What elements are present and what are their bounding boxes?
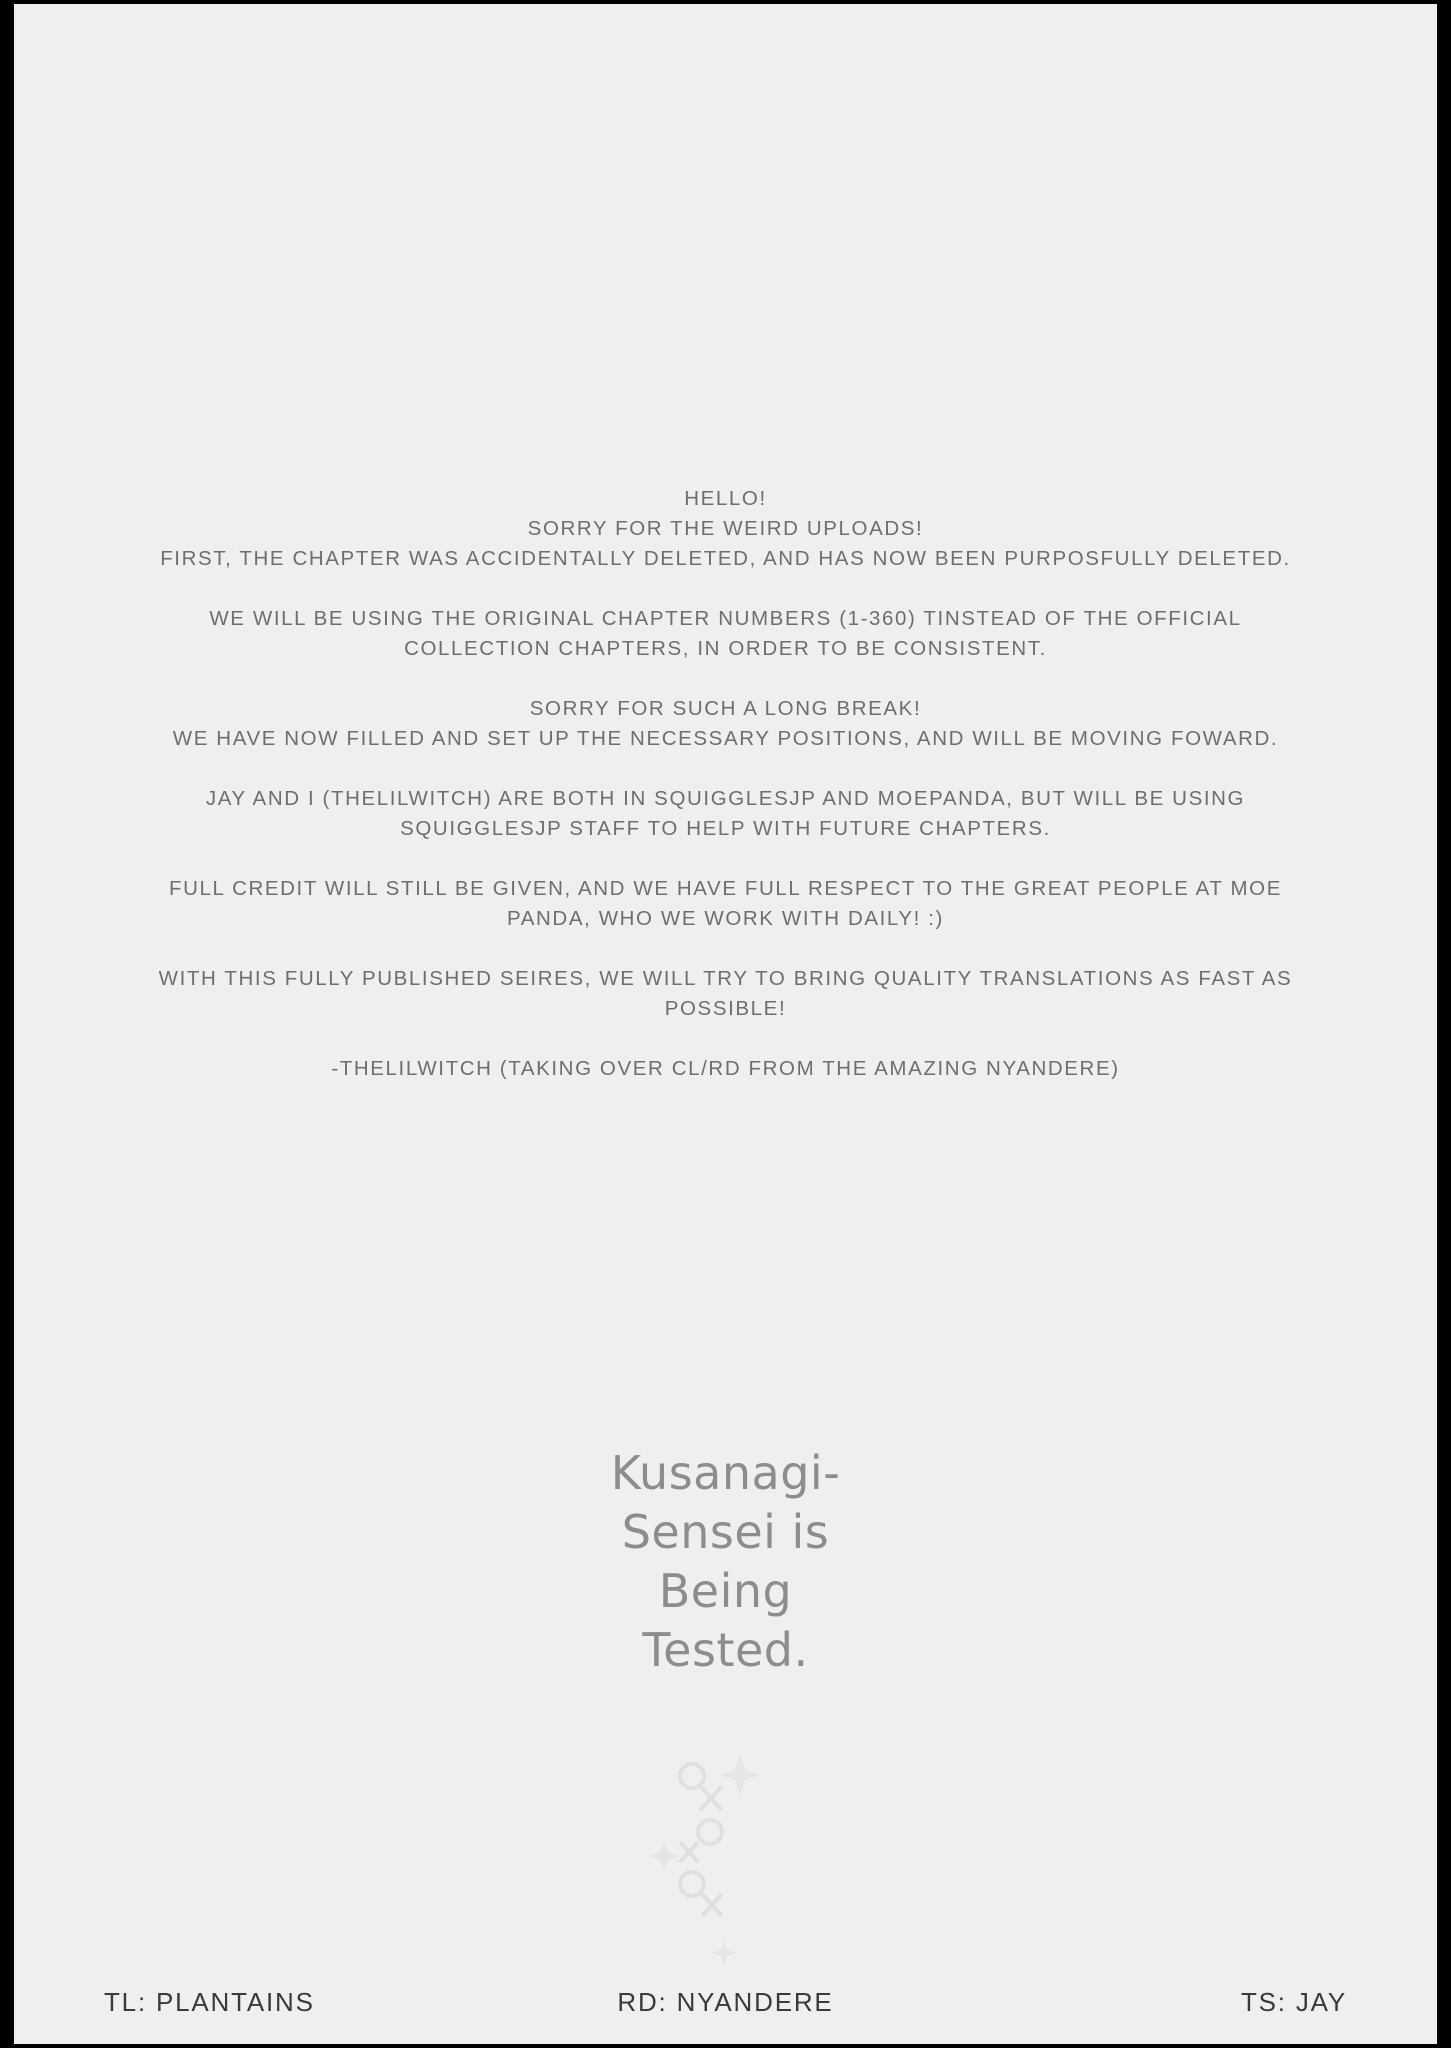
page-title <box>14 1444 1437 1680</box>
note-paragraph-credit: FULL CREDIT WILL STILL BE GIVEN, AND WE HAVE FULL RESPECT TO THE GREAT PEOPLE AT MOE PANDA, WHO WE WORK WITH DAILY! :) <box>169 877 1282 930</box>
credit-tl: TL: PLANTAINS <box>104 1987 315 2017</box>
page-inner <box>14 4 1437 2044</box>
title-line-3: Being <box>658 1564 793 1618</box>
note-spacer-5 <box>14 934 1437 964</box>
note-signature: -THELILWITCH (TAKING OVER CL/RD FROM THE AMAZING NYANDERE) <box>331 1057 1120 1080</box>
note-line-deleted: FIRST, THE CHAPTER WAS ACCIDENTALLY DELETED, AND HAS NOW BEEN PURPOSFULLY DELETED. <box>160 547 1291 570</box>
note-spacer-1 <box>14 574 1437 604</box>
credit-rd: RD: NYANDERE <box>617 1987 834 2017</box>
note-line-positions-filled: WE HAVE NOW FILLED AND SET UP THE NECESSARY POSITIONS, AND WILL BE MOVING FOWARD. <box>172 727 1279 750</box>
note-spacer-6 <box>14 1024 1437 1054</box>
note-line-sorry-uploads: SORRY FOR THE WEIRD UPLOADS! <box>527 517 924 540</box>
note-spacer-4 <box>14 844 1437 874</box>
note-paragraph-chapter-numbers: WE WILL BE USING THE ORIGINAL CHAPTER NUMBERS (1-360) TINSTEAD OF THE OFFICIAL COLLECTION CHAPTERS, IN ORDER TO BE CONSISTENT. <box>209 607 1242 660</box>
note-line-long-break: SORRY FOR SUCH A LONG BREAK! <box>529 697 922 720</box>
title-line-2: Sensei is <box>621 1505 830 1559</box>
note-spacer-3 <box>14 754 1437 784</box>
title-line-1: Kusanagi- <box>610 1446 841 1500</box>
translator-note <box>14 484 1437 1084</box>
credit-ts: TS: JAY <box>1240 1987 1347 2017</box>
note-paragraph-staff: JAY AND I (THELILWITCH) ARE BOTH IN SQUIGGLESJP AND MOEPANDA, BUT WILL BE USING SQUIGGLESJP STAFF TO HELP WITH FUTURE CHAPTERS. <box>205 787 1246 840</box>
note-paragraph-quality: WITH THIS FULLY PUBLISHED SEIRES, WE WILL TRY TO BRING QUALITY TRANSLATIONS AS FAST AS POSSIBLE! <box>158 967 1293 1020</box>
note-spacer-2 <box>14 664 1437 694</box>
credits-footer <box>14 1987 1437 2018</box>
note-line-hello: HELLO! <box>684 487 767 510</box>
title-line-4: Tested. <box>642 1623 809 1677</box>
sparkle-decoration <box>636 1744 816 1974</box>
sparkle-cluster-icon <box>636 1744 816 1974</box>
